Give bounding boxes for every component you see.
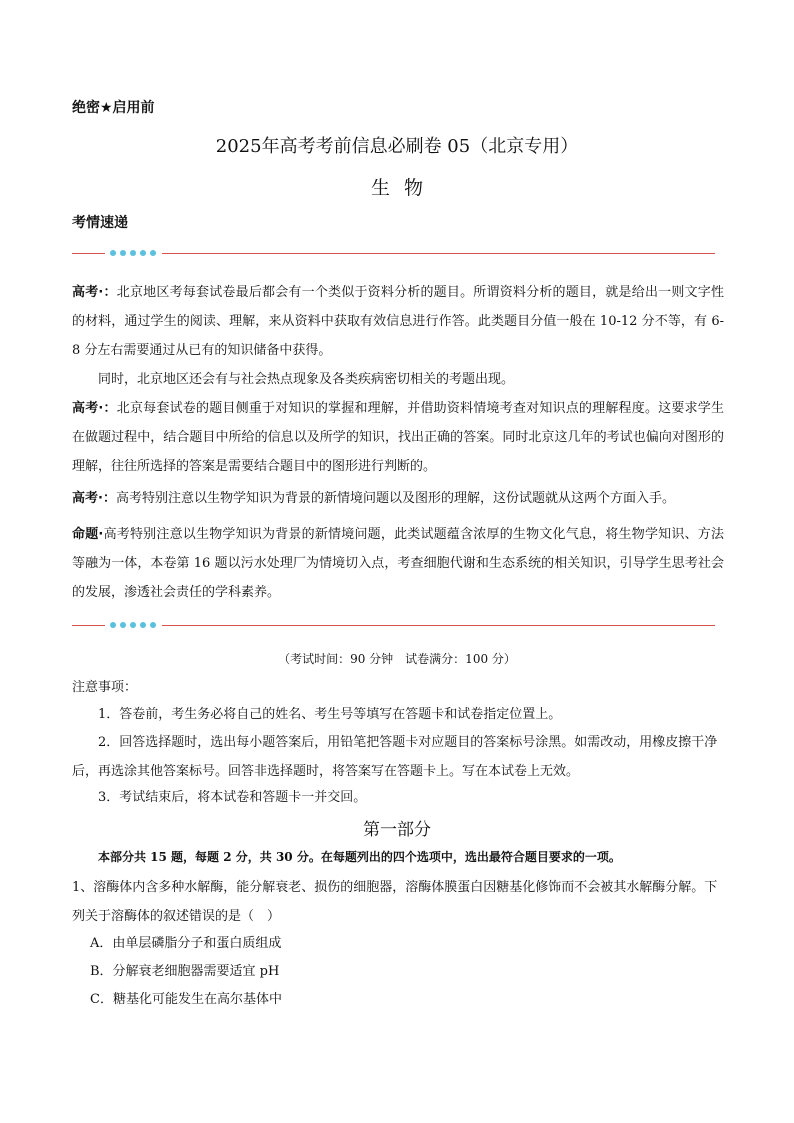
notes-title: 注意事项： — [72, 680, 138, 695]
section-label-intel: 考情速递 — [72, 215, 128, 231]
intel-paragraph-4: 高考·：高考特别注意以生物学知识为背景的新情境问题以及图形的理解，这份试题就从这两个方面入手。 — [72, 491, 675, 506]
intel-paragraph-3: 高考·：北京每套试卷的题目侧重于对知识的掌握和理解，并借助资料情境考查对知识点的理解程度。这要求学生在做题过程中，结合题目中所给的信息以及所学的知识，找出正确的答案。同时北京这几年的考试也偏向对图形的理解，往往所选择的答案是需要结合题目中的图形进行判断的。 — [72, 401, 724, 474]
intel-paragraph-2: 同时，北京地区还会有与社会热点现象及各类疾病密切相关的考题出现。 — [98, 372, 515, 387]
divider-bottom — [72, 620, 715, 632]
note-item: 3．考试结束后，将本试卷和答题卡一并交回。 — [98, 790, 367, 805]
part-description: 本部分共 15 题，每题 2 分，共 30 分。在每题列出的四个选项中，选出最符合题目要求的一项。 — [98, 850, 621, 864]
part-title: 第一部分 — [363, 820, 431, 840]
option-c: C．糖基化可能发生在高尔基体中 — [90, 992, 282, 1007]
note-item: 2．回答选择题时，选出每小题答案后，用铅笔把答题卡对应题目的答案标号涂黑。如需改动，用橡皮擦干净后，再选涂其他答案标号。回答非选择题时，将答案写在答题卡上。写在本试卷上无效。 — [72, 735, 718, 779]
confidential-mark: 绝密★启用前 — [72, 100, 155, 116]
intel-paragraph-5: 命题·高考特别注意以生物学知识为背景的新情境问题，此类试题蕴含浓厚的生物文化气息，将生物学知识、方法等融为一体，本卷第 16 题以污水处理厂为情境切入点，考查细胞代谢和生态系统的相关知识，引导学生思考社会的发展，渗透社会责任的学科素养。 — [72, 527, 724, 600]
question-1: 1、溶酶体内含多种水解酶，能分解衰老、损伤的细胞器，溶酶体膜蛋白因糖基化修饰而不会被其水解酶分解。下列关于溶酶体的叙述错误的是（ ） — [72, 880, 718, 924]
exam-title: 2025年高考考前信息必刷卷 05（北京专用） — [215, 136, 579, 157]
intel-paragraph-1: 高考·：北京地区考每套试卷最后都会有一个类似于资料分析的题目。所谓资料分析的题目，就是给出一则文字性的材料，通过学生的阅读、理解，来从资料中获取有效信息进行作答。此类题目分值一般在 10-12 分不等，有 6-8 分左右需要通过从已有的知识储备中获得。 — [72, 285, 724, 358]
divider-top — [72, 248, 715, 260]
subject-title: 生物 — [370, 177, 437, 199]
note-item: 1．答卷前，考生务必将自己的姓名、考生号等填写在答题卡和试卷指定位置上。 — [98, 707, 562, 722]
option-a: A．由单层磷脂分子和蛋白质组成 — [90, 936, 282, 951]
option-b: B．分解衰老细胞器需要适宜 pH — [90, 964, 280, 979]
exam-time-info: （考试时间：90 分钟 试卷满分：100 分） — [278, 652, 516, 666]
